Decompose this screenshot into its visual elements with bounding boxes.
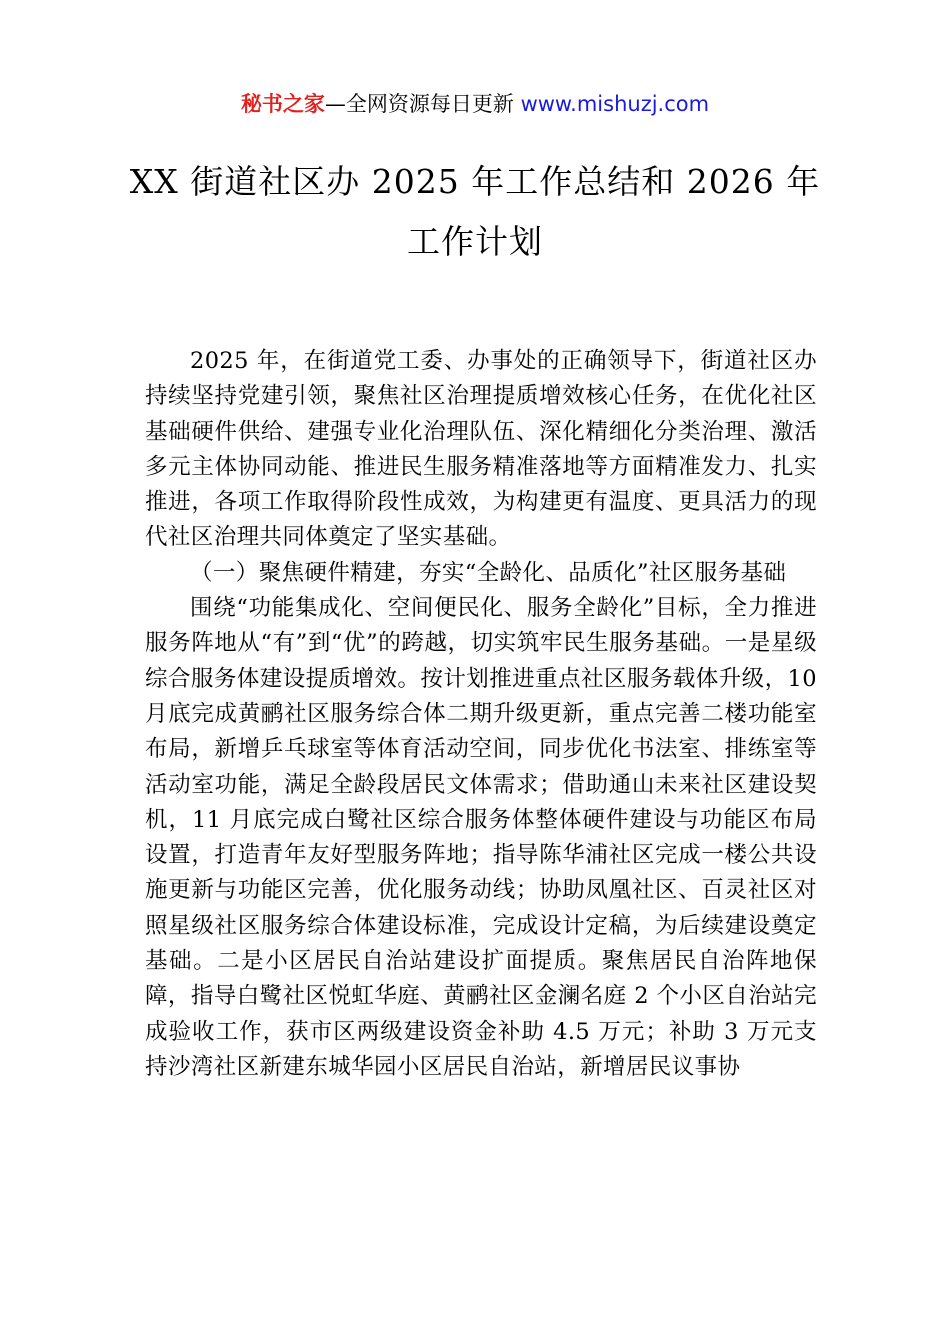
site-url-link[interactable]: www.mishuzj.com (520, 92, 710, 116)
document-title (60, 152, 890, 272)
document-body (145, 344, 817, 1085)
site-header (0, 88, 950, 120)
site-brand: 秘书之家 (240, 92, 325, 116)
title-line-2: 工作计划 (407, 222, 543, 261)
site-tagline: —全网资源每日更新 (324, 92, 521, 116)
title-line-1: XX 街道社区办 2025 年工作总结和 2026 年 (129, 162, 821, 201)
section-1-paragraph: 围绕“功能集成化、空间便民化、服务全龄化”目标，全力推进服务阵地从“有”到“优”的跨越，切实筑牢民生服务基础。一是星级综合服务体建设提质增效。按计划推进重点社区服务载体升级，10 月底完成黄鹂社区服务综合体二期升级更新，重点完善二楼功能室布局，新增乒乓球室等体育活动空间，同步优化书法室、排练室等活动室功能，满足全龄段居民文体需求；借助通山未来社区建设契机，11 月底完成白鹭社区综合服务体整体硬件建设与功能区布局设置，打造青年友好型服务阵地；指导陈华浦社区完成一楼公共设施更新与功能区完善，优化服务动线；协助凤凰社区、百灵社区对照星级社区服务综合体建设标准，完成设计定稿，为后续建设奠定基础。二是小区居民自治站建设扩面提质。聚焦居民自治阵地保障，指导白鹭社区悦虹华庭、黄鹂社区金澜名庭 2 个小区自治站完成验收工作，获市区两级建设资金补助 4.5 万元；补助 3 万元支持沙湾社区新建东城华园小区居民自治站，新增居民议事协 (145, 595, 817, 1080)
intro-paragraph: 2025 年，在街道党工委、办事处的正确领导下，街道社区办持续坚持党建引领，聚焦社区治理提质增效核心任务，在优化社区基础硬件供给、建强专业化治理队伍、深化精细化分类治理、激活多元主体协同动能、推进民生服务精准落地等方面精准发力、扎实推进，各项工作取得阶段性成效，为构建更有温度、更具活力的现代社区治理共同体奠定了坚实基础。 (145, 348, 817, 551)
section-1-heading: （一）聚焦硬件精建，夯实“全龄化、品质化”社区服务基础 (190, 559, 787, 586)
